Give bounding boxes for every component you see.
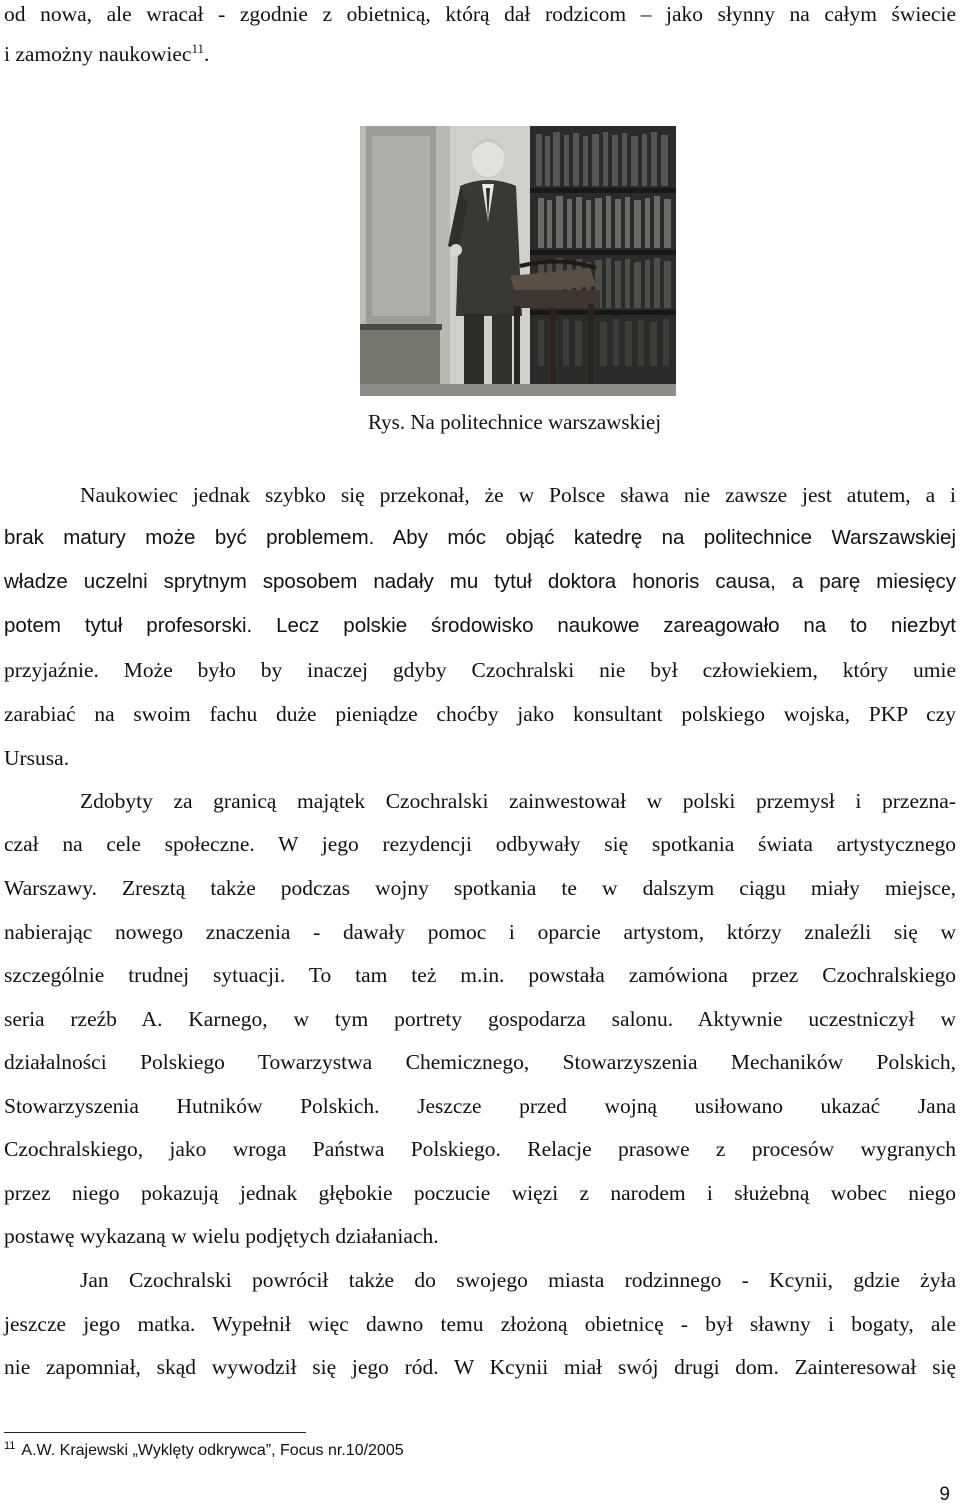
- footnote: [4, 1440, 404, 1462]
- paragraph-2-line-10: przez niego pokazują jednak głębokie poczucie więzi z narodem i służebną wobec niego: [4, 1181, 956, 1205]
- intro-line-2: [4, 40, 956, 68]
- paragraph-1-line-7: Ursusa.: [4, 746, 70, 770]
- paragraph-1-line-1: Naukowiec jednak szybko się przekonał, że w Polsce sława nie zawsze jest atutem, a i: [80, 483, 956, 507]
- paragraph-1-line-6: zarabiać na swoim fachu duże pieniądze choćby jako konsultant polskiego wojska, PKP czy: [4, 702, 956, 726]
- paragraph-3-line-3: nie zapomniał, skąd wywodził się jego ród. W Kcynii miał swój drugi dom. Zainteresował się: [4, 1355, 956, 1379]
- paragraph-1-line-5: przyjaźnie. Może było by inaczej gdyby Czochralski nie był człowiekiem, który umie: [4, 658, 956, 682]
- footnote-number: 11: [4, 1439, 16, 1452]
- paragraph-2-line-4: nabierając nowego znaczenia - dawały pomoc i oparcie artystom, którzy znaleźli się w: [4, 920, 956, 944]
- footnote-text: A.W. Krajewski „Wyklęty odkrywca”, Focus nr.10/2005: [21, 1442, 404, 1459]
- intro-line-2-text: i zamożny naukowiec: [4, 42, 192, 66]
- paragraph-3-line-1: Jan Czochralski powrócił także do swojego miasta rodzinnego - Kcynii, gdzie żyła: [80, 1268, 956, 1292]
- paragraph-2-line-2: czał na cele społeczne. W jego rezydencji odbywały się spotkania świata artystycznego: [4, 832, 956, 856]
- paragraph-1-line-3: władze uczelni sprytnym sposobem nadały mu tytuł doktora honoris causa, a parę miesięcy: [4, 570, 956, 593]
- paragraph-2-line-7: działalności Polskiego Towarzystwa Chemicznego, Stowarzyszenia Mechaników Polskich,: [4, 1050, 956, 1074]
- figure-caption: Rys. Na politechnice warszawskiej: [368, 410, 662, 434]
- page-number: 9: [939, 1484, 950, 1505]
- paragraph-3-line-2: jeszcze jego matka. Wypełnił więc dawno temu złożoną obietnicę - był sławny i bogaty, ale: [4, 1312, 956, 1336]
- paragraph-2-line-5: szczególnie trudnej sytuacji. To tam też m.in. powstała zamówiona przez Czochralskiego: [4, 963, 956, 987]
- intro-line-1: od nowa, ale wracał - zgodnie z obietnicą, którą dał rodzicom – jako słynny na całym świecie: [4, 2, 956, 26]
- footnote-separator: [4, 1432, 306, 1433]
- paragraph-2-line-6: seria rzeźb A. Karnego, w tym portrety gospodarza salonu. Aktywnie uczestniczył w: [4, 1007, 956, 1031]
- paragraph-1-line-2: brak matury może być problemem. Aby móc objąć katedrę na politechnice Warszawskiej: [4, 526, 956, 549]
- intro-line-2-end: .: [203, 42, 210, 66]
- paragraph-2-line-11: postawę wykazaną w wielu podjętych działaniach.: [4, 1224, 439, 1248]
- footnote-reference[interactable]: 11: [191, 40, 204, 56]
- paragraph-1-line-4: potem tytuł profesorski. Lecz polskie środowisko naukowe zareagowało na to niezbyt: [4, 614, 956, 637]
- paragraph-2-line-1: Zdobyty za granicą majątek Czochralski zainwestował w polski przemysł i przezna-: [80, 789, 956, 813]
- paragraph-2-line-9: Czochralskiego, jako wroga Państwa Polskiego. Relacje prasowe z procesów wygranych: [4, 1137, 956, 1161]
- paragraph-2-line-3: Warszawy. Zresztą także podczas wojny spotkania te w dalszym ciągu miały miejsce,: [4, 876, 956, 900]
- paragraph-2-line-8: Stowarzyszenia Hutników Polskich. Jeszcze przed wojną usiłowano ukazać Jana: [4, 1094, 956, 1118]
- portrait-photo: [360, 126, 676, 396]
